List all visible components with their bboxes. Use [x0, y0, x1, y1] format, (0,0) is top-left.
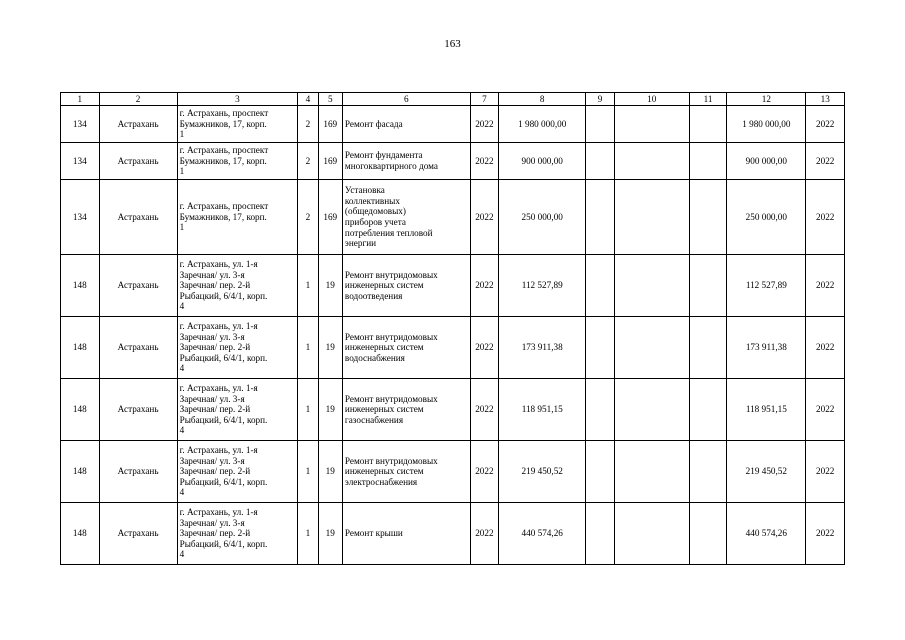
table-row [61, 379, 845, 441]
cell-address [177, 106, 298, 143]
cell-cost: 112 527,89 [499, 255, 586, 317]
cell-col5: 169 [318, 143, 342, 180]
cell-col10 [614, 317, 689, 379]
cell-work-type-line: Ремонт фасада [344, 118, 403, 129]
cell-work-type-line: водоснабжения [344, 352, 405, 363]
cell-city: Астрахань [99, 503, 177, 565]
header-row [61, 93, 845, 106]
cell-city: Астрахань [99, 255, 177, 317]
cell-work-type-line: приборов учета [344, 217, 406, 227]
cell-address-line: 4 [179, 425, 185, 436]
cell-work-type [342, 106, 470, 143]
cell-col4: 1 [298, 441, 318, 503]
cell-end-year: 2022 [806, 255, 845, 317]
cell-col10 [614, 180, 689, 255]
table-row [61, 441, 845, 503]
cell-address-line: Заречная/ пер. 2-й [179, 342, 251, 353]
cell-col5: 19 [318, 255, 342, 317]
cell-address-line: Бумажников, 17, корп. [179, 211, 267, 222]
cell-address-line: г. Астрахань, ул. 1-я [179, 321, 258, 332]
cell-address-line: Рыбацкий, 6/4/1, корп. [179, 538, 268, 549]
cell-cost: 219 450,52 [499, 441, 586, 503]
cell-total: 1 980 000,00 [727, 106, 806, 143]
cell-col9 [586, 106, 614, 143]
cell-address-line: Бумажников, 17, корп. [179, 155, 267, 166]
cell-address-line: Заречная/ пер. 2-й [179, 280, 251, 291]
cell-address-line: Заречная/ ул. 3-я [179, 331, 245, 342]
cell-year: 2022 [470, 255, 498, 317]
cell-work-type-line: инженерных систем [344, 342, 424, 353]
cell-work-type [342, 255, 470, 317]
column-header: 3 [177, 93, 298, 106]
cell-work-type-line: потребления тепловой [344, 227, 433, 238]
column-header: 11 [689, 93, 727, 106]
column-header: 5 [318, 93, 342, 106]
cell-city: Астрахань [99, 317, 177, 379]
cell-address-line: 4 [179, 301, 185, 312]
cell-cost: 173 911,38 [499, 317, 586, 379]
cell-col11 [689, 143, 727, 180]
cell-col9 [586, 379, 614, 441]
cell-work-type-line: многоквартирного дома [344, 161, 438, 171]
cell-address-line: г. Астрахань, проспект [179, 201, 269, 212]
cell-col5: 19 [318, 379, 342, 441]
cell-col9 [586, 143, 614, 180]
cell-address [177, 441, 298, 503]
cell-address-line: 4 [179, 363, 185, 374]
cell-work-type-line: электроснабжения [344, 476, 418, 487]
cell-col9 [586, 441, 614, 503]
cell-address-line: Рыбацкий, 6/4/1, корп. [179, 352, 268, 363]
cell-work-type [342, 441, 470, 503]
cell-address [177, 503, 298, 565]
cell-col10 [614, 379, 689, 441]
cell-work-type-line: (общедомовых) [344, 206, 406, 217]
cell-address-line: 1 [179, 166, 185, 177]
cell-year: 2022 [470, 503, 498, 565]
cell-year: 2022 [470, 441, 498, 503]
cell-work-type-line: газоснабжения [344, 414, 404, 425]
column-header: 6 [342, 93, 470, 106]
cell-number: 134 [61, 180, 100, 255]
cell-address-line: г. Астрахань, ул. 1-я [179, 383, 258, 394]
cell-col11 [689, 180, 727, 255]
cell-col11 [689, 503, 727, 565]
cell-col11 [689, 106, 727, 143]
cell-end-year: 2022 [806, 503, 845, 565]
cell-end-year: 2022 [806, 143, 845, 180]
cell-address-line: Заречная/ ул. 3-я [179, 517, 245, 528]
cell-col10 [614, 255, 689, 317]
cell-col4: 1 [298, 503, 318, 565]
cell-address-line: Заречная/ ул. 3-я [179, 455, 245, 466]
table-row [61, 255, 845, 317]
cell-number: 134 [61, 143, 100, 180]
table-row [61, 503, 845, 565]
cell-work-type-line: энергии [344, 238, 377, 249]
column-header: 7 [470, 93, 498, 106]
cell-work-type [342, 379, 470, 441]
cell-city: Астрахань [99, 180, 177, 255]
cell-number: 134 [61, 106, 100, 143]
cell-end-year: 2022 [806, 106, 845, 143]
cell-work-type-line: коллективных [344, 195, 400, 206]
cell-col5: 19 [318, 503, 342, 565]
column-header: 1 [61, 93, 100, 106]
cell-col5: 169 [318, 180, 342, 255]
cell-city: Астрахань [99, 143, 177, 180]
cell-city: Астрахань [99, 441, 177, 503]
cell-work-type [342, 317, 470, 379]
cell-address-line: 4 [179, 549, 185, 560]
cell-col11 [689, 255, 727, 317]
cell-cost: 900 000,00 [499, 143, 586, 180]
cell-number: 148 [61, 441, 100, 503]
cell-col9 [586, 317, 614, 379]
cell-cost: 440 574,26 [499, 503, 586, 565]
table-row [61, 317, 845, 379]
cell-work-type [342, 180, 470, 255]
column-header: 10 [614, 93, 689, 106]
cell-work-type-line: инженерных систем [344, 280, 424, 291]
column-header: 9 [586, 93, 614, 106]
column-header: 8 [499, 93, 586, 106]
repair-program-table [60, 92, 845, 565]
cell-end-year: 2022 [806, 379, 845, 441]
cell-total: 112 527,89 [727, 255, 806, 317]
cell-total: 900 000,00 [727, 143, 806, 180]
cell-col10 [614, 503, 689, 565]
cell-end-year: 2022 [806, 317, 845, 379]
column-header: 4 [298, 93, 318, 106]
cell-total: 173 911,38 [727, 317, 806, 379]
cell-work-type-line: Ремонт внутридомовых [344, 331, 438, 342]
cell-address-line: г. Астрахань, проспект [179, 108, 269, 119]
cell-col9 [586, 180, 614, 255]
cell-number: 148 [61, 379, 100, 441]
cell-col5: 19 [318, 441, 342, 503]
cell-year: 2022 [470, 143, 498, 180]
cell-col4: 1 [298, 255, 318, 317]
cell-col4: 1 [298, 317, 318, 379]
cell-number: 148 [61, 503, 100, 565]
cell-col9 [586, 503, 614, 565]
cell-address-line: Заречная/ пер. 2-й [179, 404, 251, 415]
cell-col4: 1 [298, 379, 318, 441]
cell-address-line: г. Астрахань, ул. 1-я [179, 507, 258, 518]
cell-work-type-line: инженерных систем [344, 404, 424, 415]
cell-work-type-line: инженерных систем [344, 466, 424, 477]
cell-col11 [689, 441, 727, 503]
cell-address-line: 1 [179, 222, 185, 233]
cell-address [177, 255, 298, 317]
cell-total: 250 000,00 [727, 180, 806, 255]
table-row [61, 106, 845, 143]
cell-col9 [586, 255, 614, 317]
cell-address-line: Рыбацкий, 6/4/1, корп. [179, 414, 268, 425]
cell-col10 [614, 106, 689, 143]
cell-year: 2022 [470, 106, 498, 143]
cell-end-year: 2022 [806, 180, 845, 255]
table-body [61, 106, 845, 565]
cell-work-type-line: Ремонт внутридомовых [344, 269, 438, 280]
cell-col4: 2 [298, 143, 318, 180]
cell-address-line: г. Астрахань, ул. 1-я [179, 445, 258, 456]
cell-work-type-line: Ремонт внутридомовых [344, 393, 438, 404]
cell-city: Астрахань [99, 106, 177, 143]
cell-cost: 118 951,15 [499, 379, 586, 441]
cell-total: 440 574,26 [727, 503, 806, 565]
cell-address-line: Заречная/ ул. 3-я [179, 269, 245, 280]
page-number: 163 [444, 38, 461, 50]
cell-work-type-line: Ремонт крыши [344, 528, 403, 539]
cell-cost: 1 980 000,00 [499, 106, 586, 143]
table-row [61, 180, 845, 255]
cell-address-line: Заречная/ пер. 2-й [179, 466, 251, 477]
cell-city: Астрахань [99, 379, 177, 441]
cell-address-line: г. Астрахань, ул. 1-я [179, 259, 258, 270]
cell-year: 2022 [470, 180, 498, 255]
cell-col5: 19 [318, 317, 342, 379]
cell-number: 148 [61, 317, 100, 379]
cell-work-type-line: водоотведения [344, 290, 403, 301]
cell-address [177, 143, 298, 180]
cell-col10 [614, 441, 689, 503]
cell-address [177, 379, 298, 441]
cell-work-type [342, 503, 470, 565]
table-row [61, 143, 845, 180]
cell-work-type-line: Ремонт фундамента [344, 150, 423, 161]
cell-total: 219 450,52 [727, 441, 806, 503]
column-header: 2 [99, 93, 177, 106]
cell-cost: 250 000,00 [499, 180, 586, 255]
cell-col11 [689, 317, 727, 379]
cell-work-type-line: Установка [344, 185, 385, 196]
cell-address-line: Бумажников, 17, корп. [179, 118, 267, 129]
cell-address-line: Рыбацкий, 6/4/1, корп. [179, 476, 268, 487]
cell-number: 148 [61, 255, 100, 317]
cell-address [177, 317, 298, 379]
column-header: 13 [806, 93, 845, 106]
cell-col5: 169 [318, 106, 342, 143]
cell-address-line: Заречная/ ул. 3-я [179, 393, 245, 404]
cell-col4: 2 [298, 180, 318, 255]
cell-address-line: Рыбацкий, 6/4/1, корп. [179, 290, 268, 301]
cell-col4: 2 [298, 106, 318, 143]
cell-work-type [342, 143, 470, 180]
cell-year: 2022 [470, 379, 498, 441]
cell-address [177, 180, 298, 255]
cell-address-line: 1 [179, 129, 185, 140]
cell-col11 [689, 379, 727, 441]
cell-address-line: г. Астрахань, проспект [179, 145, 269, 156]
cell-address-line: 4 [179, 487, 185, 498]
cell-end-year: 2022 [806, 441, 845, 503]
cell-address-line: Заречная/ пер. 2-й [179, 528, 251, 539]
cell-total: 118 951,15 [727, 379, 806, 441]
cell-work-type-line: Ремонт внутридомовых [344, 455, 438, 466]
cell-col10 [614, 143, 689, 180]
cell-year: 2022 [470, 317, 498, 379]
column-header: 12 [727, 93, 806, 106]
